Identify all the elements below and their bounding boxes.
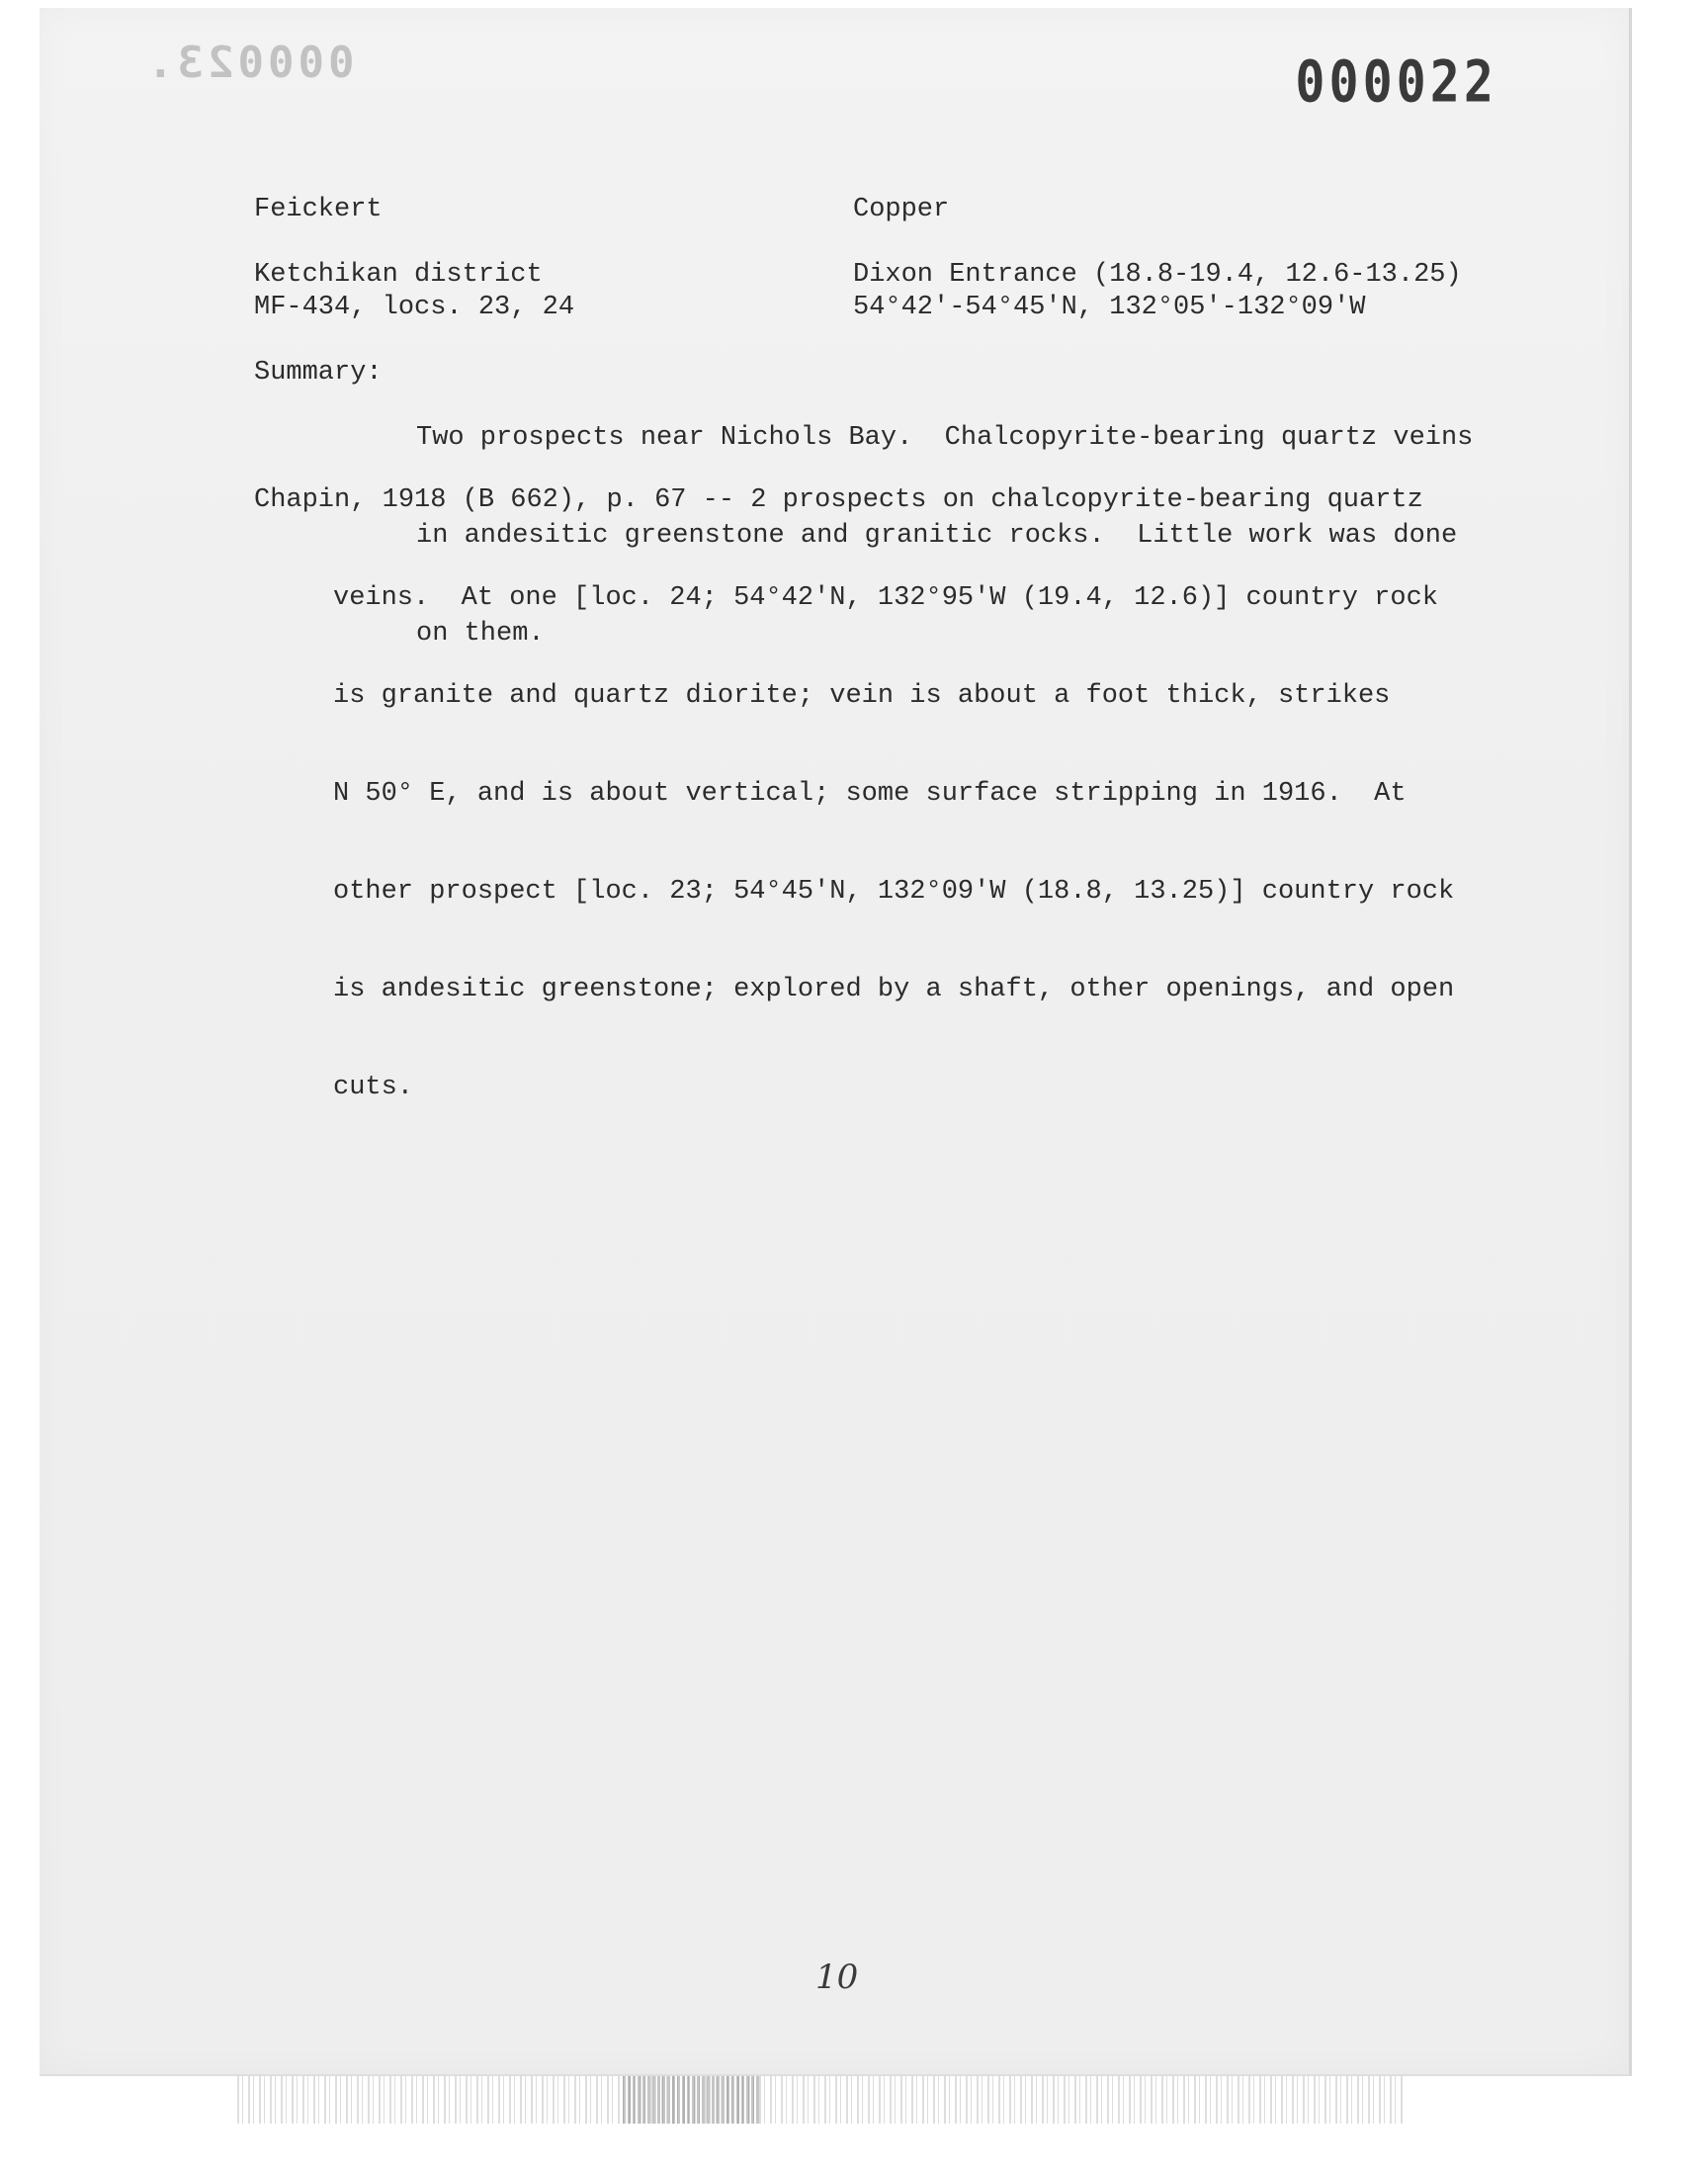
record-coordinates: 54°42'-54°45'N, 132°05'-132°09'W: [853, 293, 1366, 322]
reference-line: N 50° E, and is about vertical; some surface stripping in 1916. At: [333, 779, 1407, 809]
reference-line: other prospect [loc. 23; 54°45'N, 132°09'W (18.8, 13.25)] country rock: [333, 877, 1455, 907]
bleed-through-page-stamp: 000023.: [143, 38, 355, 88]
reference-line: veins. At one [loc. 24; 54°42'N, 132°95'W (19.4, 12.6)] country rock: [333, 583, 1438, 613]
summary-line: on them.: [416, 619, 545, 649]
record-map-reference: MF-434, locs. 23, 24: [254, 293, 575, 322]
reference-line: is granite and quartz diorite; vein is about a foot thick, strikes: [333, 681, 1391, 711]
summary-line: Two prospects near Nichols Bay. Chalcopyrite-bearing quartz veins: [416, 423, 1474, 453]
reference-line: cuts.: [333, 1073, 414, 1102]
reference-first-line: Chapin, 1918 (B 662), p. 67 -- 2 prospects on chalcopyrite-bearing quartz: [254, 485, 1423, 515]
reference-continuation: [333, 517, 1454, 1137]
summary-label: Summary:: [254, 358, 383, 388]
scanner-artifact-bars: [237, 2076, 1404, 2124]
reference-line: is andesitic greenstone; explored by a shaft, other openings, and open: [333, 975, 1455, 1004]
record-quadrangle: Dixon Entrance (18.8-19.4, 12.6-13.25): [853, 260, 1462, 290]
record-commodity: Copper: [853, 195, 950, 224]
page-stamp-number: 000022: [1295, 48, 1497, 116]
summary-line: in andesitic greenstone and granitic rocks. Little work was done: [416, 521, 1458, 551]
record-name: Feickert: [254, 195, 383, 224]
scanner-artifact-dark-bars: [623, 2076, 761, 2124]
record-district: Ketchikan district: [254, 260, 543, 290]
handwritten-page-number: 10: [815, 1958, 859, 1997]
